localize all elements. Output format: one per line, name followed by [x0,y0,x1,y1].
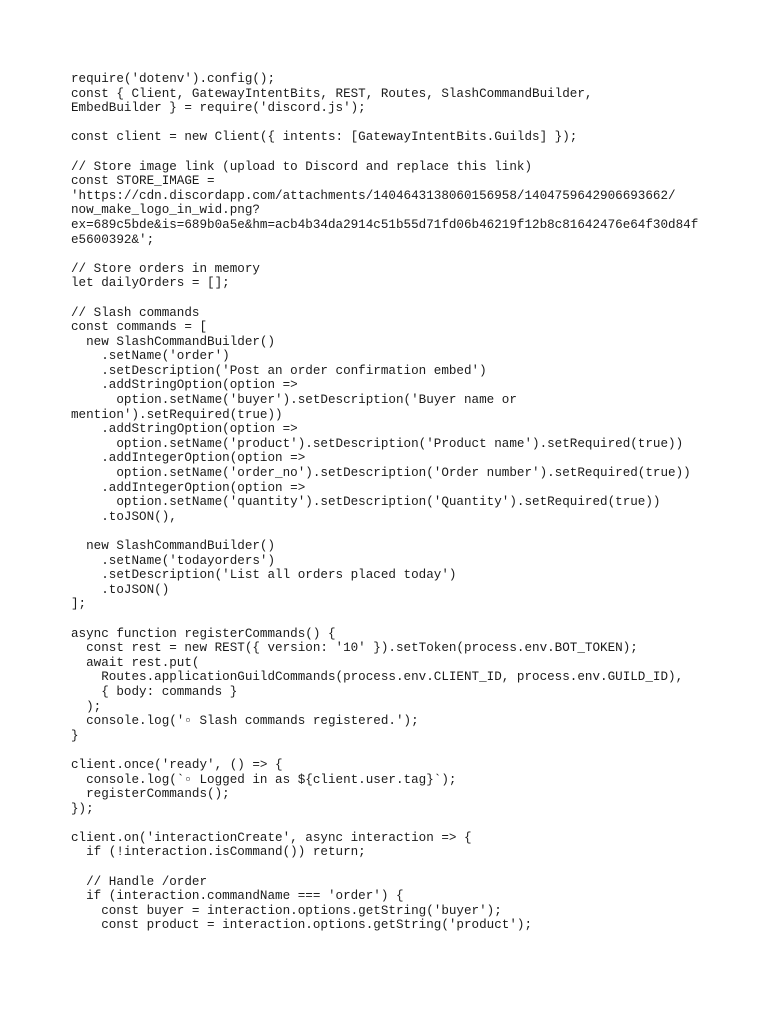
code-line: e5600392&'; [71,232,155,247]
code-listing [71,72,731,933]
code-line: mention').setRequired(true)) [71,407,283,422]
code-line [71,291,731,306]
code-line: option.setName('quantity').setDescription('Quantity').setRequired(true)) [71,495,661,510]
code-line: console.log(`▫ Logged in as ${client.user.tag}`); [71,772,457,787]
code-line: Routes.applicationGuildCommands(process.env.CLIENT_ID, process.env.GUILD_ID), [71,670,684,685]
code-line: // Store orders in memory [71,261,260,276]
code-line: const buyer = interaction.options.getString('buyer'); [71,903,502,918]
code-line [71,145,731,160]
code-line: .setName('todayorders') [71,553,276,568]
code-line: .setName('order') [71,349,230,364]
code-line: let dailyOrders = []; [71,276,230,291]
code-line [71,612,731,627]
code-line: const client = new Client({ intents: [GatewayIntentBits.Guilds] }); [71,130,578,145]
code-line: require('dotenv').config(); [71,72,276,86]
code-line: ex=689c5bde&is=689b0a5e&hm=acb4b34da2914c51b55d71fd06b46219f12b8c81642476e64f30d84f [71,217,699,232]
code-line: { body: commands } [71,684,238,699]
code-line: client.on('interactionCreate', async interaction => { [71,830,472,845]
code-line: new SlashCommandBuilder() [71,539,276,553]
code-line [71,743,731,758]
code-line: option.setName('buyer').setDescription('Buyer name or [71,393,517,408]
code-line: } [71,728,79,743]
code-line: const STORE_IMAGE = [71,174,215,189]
code-line: const rest = new REST({ version: '10' }).setToken(process.env.BOT_TOKEN); [71,641,638,656]
code-line: new SlashCommandBuilder() [71,334,276,349]
code-line: if (!interaction.isCommand()) return; [71,845,366,860]
code-line: const commands = [ [71,320,208,335]
code-line: .addIntegerOption(option => [71,480,306,495]
code-line: // Store image link (upload to Discord and replace this link) [71,159,533,174]
code-line: registerCommands(); [71,787,230,802]
code-line: option.setName('product').setDescription('Product name').setRequired(true)) [71,436,684,451]
code-line: ]; [71,597,87,612]
code-line: async function registerCommands() { [71,626,336,641]
code-line: 'https://cdn.discordapp.com/attachments/1404643138060156958/1404759642906693662/ [71,188,676,203]
code-line [71,524,731,539]
code-line [71,247,731,262]
code-line: if (interaction.commandName === 'order') { [71,889,404,904]
code-line: console.log('▫ Slash commands registered.'); [71,714,419,729]
code-line: await rest.put( [71,655,200,670]
code-line: now_make_logo_in_wid.png? [71,203,260,218]
code-line [71,860,731,875]
code-line: .setDescription('Post an order confirmation embed') [71,363,487,378]
code-line: .toJSON() [71,582,170,597]
code-line: const product = interaction.options.getString('product'); [71,918,533,933]
code-line: EmbedBuilder } = require('discord.js'); [71,101,366,116]
code-line: .addIntegerOption(option => [71,451,306,466]
code-line: .addStringOption(option => [71,422,298,437]
code-line: }); [71,801,94,816]
code-line: .addStringOption(option => [71,378,298,393]
code-line: ); [71,699,102,714]
code-line [71,116,731,131]
code-line: .setDescription('List all orders placed today') [71,568,457,583]
code-line: option.setName('order_no').setDescription('Order number').setRequired(true)) [71,466,691,481]
code-line [71,816,731,831]
code-line: const { Client, GatewayIntentBits, REST, Routes, SlashCommandBuilder, [71,86,593,101]
code-line: // Handle /order [71,874,208,889]
code-line: // Slash commands [71,305,200,320]
code-line: client.once('ready', () => { [71,757,283,772]
code-line: .toJSON(), [71,509,177,524]
